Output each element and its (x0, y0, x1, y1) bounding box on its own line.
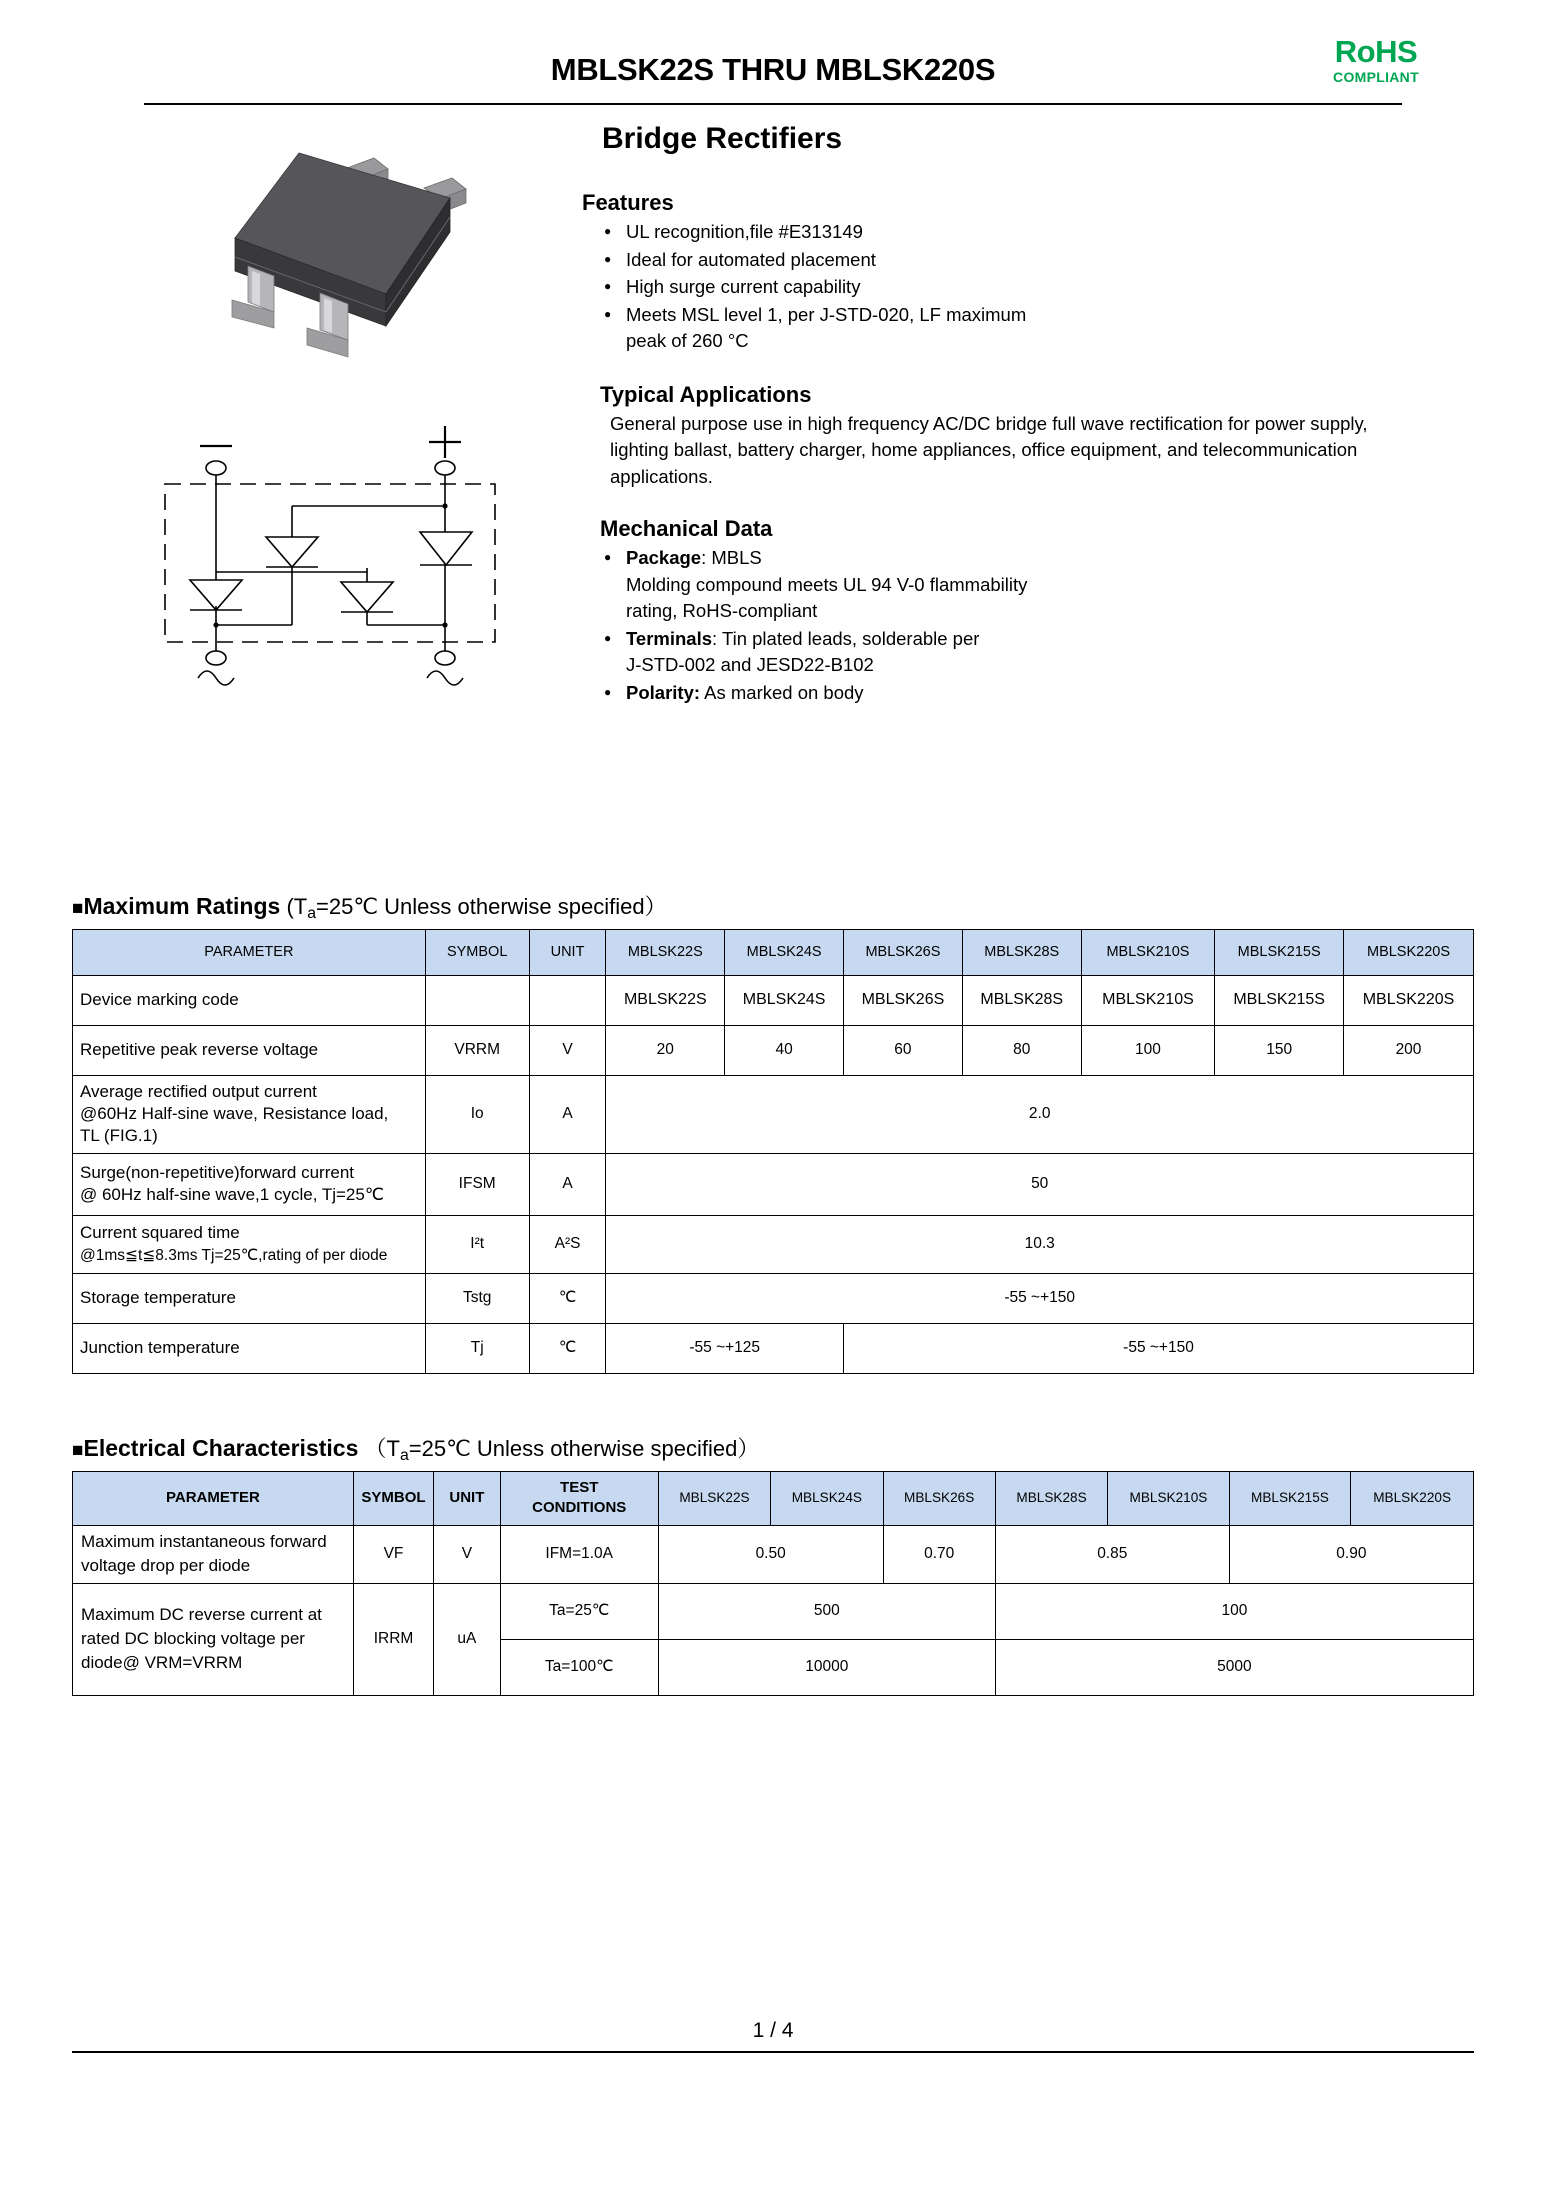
electrical-characteristics-table (72, 1471, 1474, 1696)
cell-symbol: Tstg (425, 1273, 529, 1323)
product-heading: Bridge Rectifiers (602, 122, 843, 155)
list-item: ● Polarity: As marked on body (600, 680, 1402, 707)
table-row (73, 1215, 1474, 1273)
cell-value: 200 (1344, 1025, 1474, 1075)
table-header-row (73, 929, 1474, 975)
column-header: MBLSK24S (725, 929, 844, 975)
cell-symbol: VF (353, 1525, 433, 1583)
cell-unit (529, 975, 606, 1025)
cell-value: MBLSK28S (962, 975, 1081, 1025)
column-header: SYMBOL (425, 929, 529, 975)
footer-divider (72, 2051, 1474, 2053)
cell-value: -55 ~+125 (606, 1323, 844, 1373)
cell-parameter: Junction temperature (73, 1323, 426, 1373)
table-row (73, 1583, 1474, 1639)
page-number: 1 / 4 (752, 2019, 794, 2042)
table-row (73, 1525, 1474, 1583)
table-row (73, 975, 1474, 1025)
product-description (582, 190, 1402, 707)
table-row (73, 1025, 1474, 1075)
cell-value: -55 ~+150 (844, 1323, 1474, 1373)
cell-parameter: Repetitive peak reverse voltage (73, 1025, 426, 1075)
column-header: MBLSK24S (771, 1471, 883, 1525)
column-header: UNIT (434, 1471, 500, 1525)
table-row (73, 1075, 1474, 1153)
maximum-ratings-table (72, 929, 1474, 1374)
cell-unit: A²S (529, 1215, 606, 1273)
list-item: ● Package: MBLS Molding compound meets UL 94 V-0 flammability rating, RoHS-compliant (600, 545, 1402, 625)
page-footer (72, 2019, 1474, 2053)
cell-value: 100 (1081, 1025, 1215, 1075)
bridge-schematic (132, 420, 532, 700)
terminals-label: Terminals (626, 627, 713, 649)
page-title: MBLSK22S THRU MBLSK220S (550, 52, 996, 87)
cell-value: 2.0 (606, 1075, 1474, 1153)
page-header (72, 0, 1474, 100)
cell-value: 500 (658, 1583, 995, 1639)
cell-value: 5000 (995, 1639, 1473, 1695)
table-row (73, 1153, 1474, 1215)
column-header: MBLSK220S (1351, 1471, 1474, 1525)
cell-value: MBLSK210S (1081, 975, 1215, 1025)
cell-value: 60 (844, 1025, 963, 1075)
cell-unit: uA (434, 1583, 500, 1695)
cell-value: 0.85 (995, 1525, 1229, 1583)
cell-value: MBLSK215S (1215, 975, 1344, 1025)
rohs-label: RoHS (1334, 34, 1418, 69)
cell-parameter: Storage temperature (73, 1273, 426, 1323)
cell-parameter: Average rectified output current @60Hz Half-sine wave, Resistance load, TL (FIG.1) (73, 1075, 426, 1153)
column-header: MBLSK215S (1215, 929, 1344, 975)
cell-value: 20 (606, 1025, 725, 1075)
list-item: ● Meets MSL level 1, per J-STD-020, LF maximum peak of 260 °C (600, 302, 1402, 355)
cell-value: MBLSK220S (1344, 975, 1474, 1025)
package-3d-icon (202, 140, 532, 370)
polarity-label: Polarity: (626, 681, 701, 703)
bridge-rectifier-diagram-icon (132, 420, 532, 700)
cell-value: 10.3 (606, 1215, 1474, 1273)
electrical-characteristics-title: ■Electrical Characteristics （$T_a=25℃$ Unless otherwise specified） (72, 1434, 760, 1464)
cell-test-condition: Ta=25℃ (500, 1583, 658, 1639)
cell-unit: V (529, 1025, 606, 1075)
mechanical-data-heading: Mechanical Data (600, 516, 773, 541)
cell-parameter: Surge(non-repetitive)forward current @ 60Hz half-sine wave,1 cycle, Tj=25℃ (73, 1153, 426, 1215)
cell-unit: ℃ (529, 1323, 606, 1373)
cell-value: 10000 (658, 1639, 995, 1695)
cell-value: 100 (995, 1583, 1473, 1639)
cell-unit: A (529, 1075, 606, 1153)
column-header: SYMBOL (353, 1471, 433, 1525)
cell-symbol: I²t (425, 1215, 529, 1273)
column-header: MBLSK210S (1108, 1471, 1230, 1525)
mechanical-data-list (600, 545, 1402, 706)
list-item: ● Ideal for automated placement (600, 247, 1402, 274)
column-header: MBLSK26S (883, 1471, 995, 1525)
typical-applications-heading: Typical Applications (600, 381, 812, 407)
maximum-ratings-section (72, 890, 1474, 1374)
column-header: MBLSK210S (1081, 929, 1215, 975)
cell-parameter: Device marking code (73, 975, 426, 1025)
rohs-logo (1296, 36, 1456, 86)
rohs-compliant-label: COMPLIANT (1333, 69, 1419, 85)
cell-unit: V (434, 1525, 500, 1583)
cell-parameter: Current squared time @1ms≦t≦8.3ms Tj=25℃,rating of per diode (73, 1215, 426, 1273)
bullet-square-icon: ■ (72, 898, 84, 919)
features-list (600, 219, 1402, 355)
cell-value: 0.70 (883, 1525, 995, 1583)
column-header: TEST CONDITIONS (500, 1471, 658, 1525)
column-header: UNIT (529, 929, 606, 975)
cell-value: -55 ~+150 (606, 1273, 1474, 1323)
column-header: PARAMETER (73, 929, 426, 975)
cell-value: 0.50 (658, 1525, 883, 1583)
cell-value: 0.90 (1229, 1525, 1473, 1583)
ac-wave-right-icon (427, 671, 463, 685)
package-photo (202, 140, 532, 370)
column-header: MBLSK26S (844, 929, 963, 975)
cell-value: 50 (606, 1153, 1474, 1215)
cell-symbol: Tj (425, 1323, 529, 1373)
package-label: Package (626, 547, 702, 568)
list-item: ● UL recognition,file #E313149 (600, 219, 1402, 246)
table-header-row (73, 1471, 1474, 1525)
cell-value: MBLSK22S (606, 975, 725, 1025)
cell-parameter: Maximum instantaneous forward voltage drop per diode (73, 1525, 354, 1583)
cell-test-condition: IFM=1.0A (500, 1525, 658, 1583)
cell-value: 40 (725, 1025, 844, 1075)
cell-value: 150 (1215, 1025, 1344, 1075)
ac-wave-left-icon (198, 671, 234, 685)
column-header: MBLSK22S (606, 929, 725, 975)
column-header: MBLSK28S (995, 1471, 1107, 1525)
maximum-ratings-title: ■Maximum Ratings ($T_a=25℃$ Unless otherwise specified） (72, 893, 667, 922)
column-header: MBLSK28S (962, 929, 1081, 975)
electrical-characteristics-section (72, 1432, 1474, 1696)
cell-unit: A (529, 1153, 606, 1215)
cell-value: MBLSK24S (725, 975, 844, 1025)
features-heading: Features (582, 190, 674, 215)
cell-symbol: IRRM (353, 1583, 433, 1695)
typical-applications-text: General purpose use in high frequency AC/DC bridge full wave rectification for power supply, lighting ballast, battery charger, home appliances, office equipment, and telecommunication applications. (610, 412, 1368, 487)
list-item: ● High surge current capability (600, 274, 1402, 301)
table-row (73, 1273, 1474, 1323)
cell-symbol: IFSM (425, 1153, 529, 1215)
cell-value: MBLSK26S (844, 975, 963, 1025)
cell-symbol: Io (425, 1075, 529, 1153)
list-item: ● Terminals: Tin plated leads, solderable per J-STD-002 and JESD22-B102 (600, 626, 1402, 679)
cell-parameter: Maximum DC reverse current at rated DC blocking voltage per diode@ VRM=VRRM (73, 1583, 354, 1695)
cell-symbol: VRRM (425, 1025, 529, 1075)
column-header: MBLSK220S (1344, 929, 1474, 975)
intro-section (72, 100, 1474, 890)
column-header: MBLSK215S (1229, 1471, 1351, 1525)
table-row (73, 1323, 1474, 1373)
cell-value: 80 (962, 1025, 1081, 1075)
cell-symbol (425, 975, 529, 1025)
cell-test-condition: Ta=100℃ (500, 1639, 658, 1695)
cell-unit: ℃ (529, 1273, 606, 1323)
bullet-square-icon: ■ (72, 1439, 84, 1461)
column-header: MBLSK22S (658, 1471, 770, 1525)
column-header: PARAMETER (73, 1471, 354, 1525)
